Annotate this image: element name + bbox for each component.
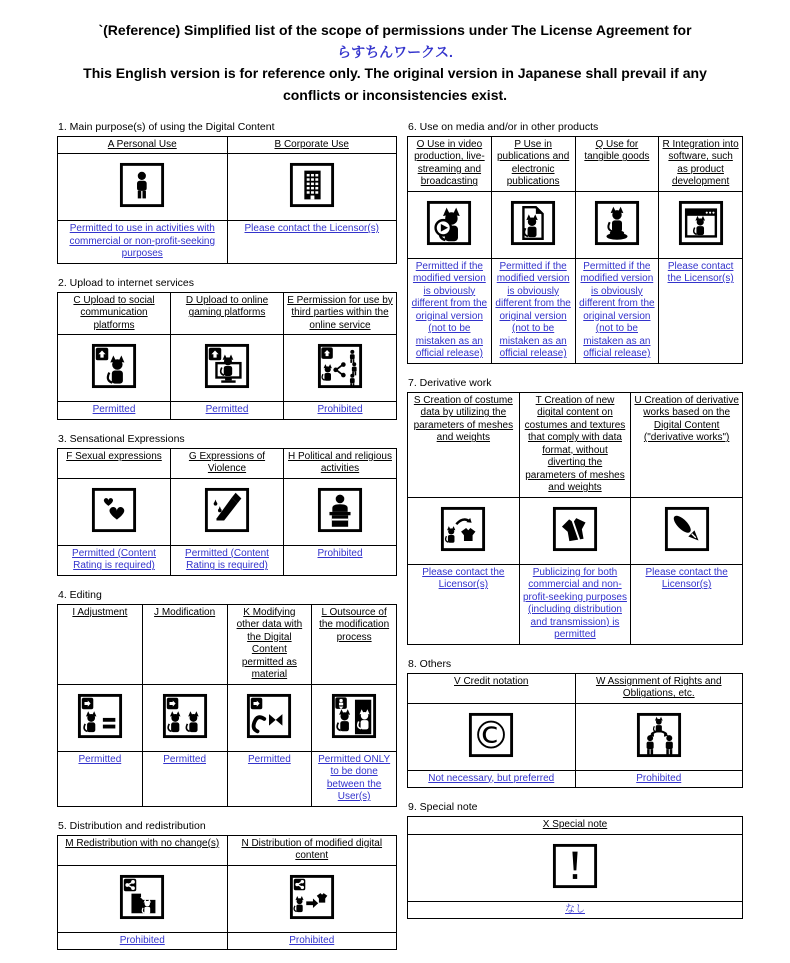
item-n-status[interactable]: Prohibited — [289, 934, 335, 946]
item-r-status[interactable]: Please contact the Licensor(s) — [667, 260, 734, 285]
upload-social-icon — [91, 343, 137, 389]
adjustment-icon — [77, 693, 123, 739]
item-r-header: R Integration into software, such as product development — [662, 138, 739, 188]
hearts-icon — [91, 487, 137, 533]
item-t-header: T Creation of new digital content on costumes and textures that comply with data format, without diverting the parameters of meshes and weights — [524, 394, 626, 494]
publication-icon — [510, 200, 556, 246]
section-1 — [57, 121, 397, 264]
permission-table — [407, 816, 743, 919]
item-p-status[interactable]: Permitted if the modified version is obviously different from the original version (not to be mistaken as an official release) — [495, 260, 571, 360]
material-icon — [246, 693, 292, 739]
item-v-header: V Credit notation — [454, 675, 529, 687]
item-u-header: U Creation of derivative works based on the Digital Content ("derivative works") — [634, 394, 739, 444]
title-product-name: らすちんワークス. — [337, 43, 453, 60]
item-j-status[interactable]: Permitted — [163, 753, 207, 765]
section-heading: 2. Upload to internet services — [58, 276, 194, 289]
permission-table — [407, 392, 743, 645]
item-i-status[interactable]: Permitted — [78, 753, 122, 765]
section-heading: 8. Others — [408, 657, 452, 670]
item-x-status[interactable]: なし — [565, 903, 585, 915]
item-f-header: F Sexual expressions — [66, 450, 162, 462]
item-s-status[interactable]: Please contact the Licensor(s) — [422, 566, 505, 591]
item-c-header: C Upload to social communication platforms — [73, 294, 155, 331]
item-a-header: A Personal Use — [107, 138, 177, 150]
item-h-status[interactable]: Prohibited — [317, 547, 363, 559]
item-d-status[interactable]: Permitted — [205, 404, 249, 416]
item-j-header: J Modification — [154, 606, 216, 618]
permission-table — [407, 136, 743, 364]
section-4 — [57, 589, 397, 807]
costume-data-icon — [440, 506, 486, 552]
item-o-status[interactable]: Permitted if the modified version is obviously different from the original version (not to be mistaken as an official release) — [411, 260, 488, 360]
item-a-status[interactable]: Permitted to use in activities with commercial or non-profit-seeking purposes — [69, 223, 216, 260]
item-o-header: O Use in video production, live-streaming and broadcasting — [414, 138, 485, 188]
item-n-header: N Distribution of modified digital content — [241, 837, 383, 862]
item-i-header: I Adjustment — [72, 606, 128, 618]
permission-table — [57, 136, 397, 264]
section-heading: 5. Distribution and redistribution — [58, 819, 206, 832]
permission-table — [407, 673, 743, 789]
section-heading: 6. Use on media and/or in other products — [408, 120, 599, 133]
person-icon — [119, 162, 165, 208]
redistribution-icon — [119, 874, 165, 920]
podium-icon — [317, 487, 363, 533]
content-columns — [0, 121, 790, 963]
svg-text:©: © — [472, 712, 511, 758]
section-heading: 7. Derivative work — [408, 376, 492, 389]
exclamation-icon — [552, 843, 598, 889]
software-icon — [678, 200, 724, 246]
permission-table — [57, 835, 397, 951]
right-column — [407, 121, 743, 933]
item-x-header: X Special note — [542, 819, 608, 831]
item-m-status[interactable]: Prohibited — [119, 934, 165, 946]
left-column — [57, 121, 397, 963]
item-k-status[interactable]: Permitted — [247, 753, 291, 765]
upload-third-party-icon — [317, 343, 363, 389]
title-line-en: `(Reference) Simplified list of the scope of permissions under The License Agreement for — [98, 22, 692, 38]
outsource-icon — [331, 693, 377, 739]
item-w-header: W Assignment of Rights and Obligations, etc. — [595, 675, 722, 700]
permission-table — [57, 604, 397, 807]
item-p-header: P Use in publications and electronic publications — [496, 138, 570, 188]
section-heading: 9. Special note — [408, 801, 478, 814]
section-heading: 1. Main purpose(s) of using the Digital Content — [58, 120, 275, 133]
document-title — [0, 0, 790, 107]
item-u-status[interactable]: Please contact the Licensor(s) — [645, 566, 728, 591]
item-l-header: L Outsource of the modification process — [319, 606, 390, 643]
item-f-status[interactable]: Permitted (Content Rating is required) — [72, 547, 156, 572]
item-k-header: K Modifying other data with the Digital Content permitted as material — [236, 606, 303, 681]
video-icon — [426, 200, 472, 246]
new-content-icon — [552, 506, 598, 552]
item-w-status[interactable]: Prohibited — [636, 772, 682, 784]
item-q-status[interactable]: Permitted if the modified version is obviously different from the original version (not to be mistaken as an official release) — [579, 260, 655, 360]
section-8 — [407, 658, 743, 789]
section-heading: 3. Sensational Expressions — [58, 432, 185, 445]
item-g-status[interactable]: Permitted (Content Rating is required) — [185, 547, 269, 572]
knife-icon — [204, 487, 250, 533]
permission-table — [57, 448, 397, 576]
section-6 — [407, 121, 743, 364]
item-b-status[interactable]: Please contact the Licensor(s) — [244, 223, 379, 235]
modification-icon — [162, 693, 208, 739]
section-3 — [57, 433, 397, 576]
modified-distribution-icon — [289, 874, 335, 920]
building-icon — [289, 162, 335, 208]
pen-icon — [664, 506, 710, 552]
tangible-goods-icon — [594, 200, 640, 246]
item-l-status[interactable]: Permitted ONLY to be done between the User(s) — [318, 753, 391, 803]
item-q-header: Q Use for tangible goods — [584, 138, 650, 163]
section-2 — [57, 277, 397, 420]
item-e-header: E Permission for use by third parties within the online service — [287, 294, 393, 331]
item-h-header: H Political and religious activities — [288, 450, 392, 475]
item-e-status[interactable]: Prohibited — [317, 404, 363, 416]
item-g-header: G Expressions of Violence — [188, 450, 266, 475]
item-d-header: D Upload to online gaming platforms — [185, 294, 269, 319]
item-v-status[interactable]: Not necessary, but preferred — [428, 772, 555, 784]
item-m-header: M Redistribution with no change(s) — [65, 837, 220, 849]
section-heading: 4. Editing — [58, 588, 102, 601]
item-b-header: B Corporate Use — [274, 138, 349, 150]
assignment-icon — [636, 712, 682, 758]
item-t-status[interactable]: Publicizing for both commercial and non-profit-seeking purposes (including distribution and transmission) is permitted — [523, 566, 627, 641]
title-disclaimer: This English version is for reference only. The original version in Japanese shall prevail if any conflicts or inconsistencies exist. — [83, 65, 707, 104]
upload-gaming-icon — [204, 343, 250, 389]
copyright-icon — [468, 712, 514, 758]
section-5 — [57, 820, 397, 951]
permission-table — [57, 292, 397, 420]
section-7 — [407, 377, 743, 645]
section-9 — [407, 801, 743, 919]
item-c-status[interactable]: Permitted — [92, 404, 136, 416]
item-s-header: S Creation of costume data by utilizing the parameters of meshes and weights — [413, 394, 514, 444]
